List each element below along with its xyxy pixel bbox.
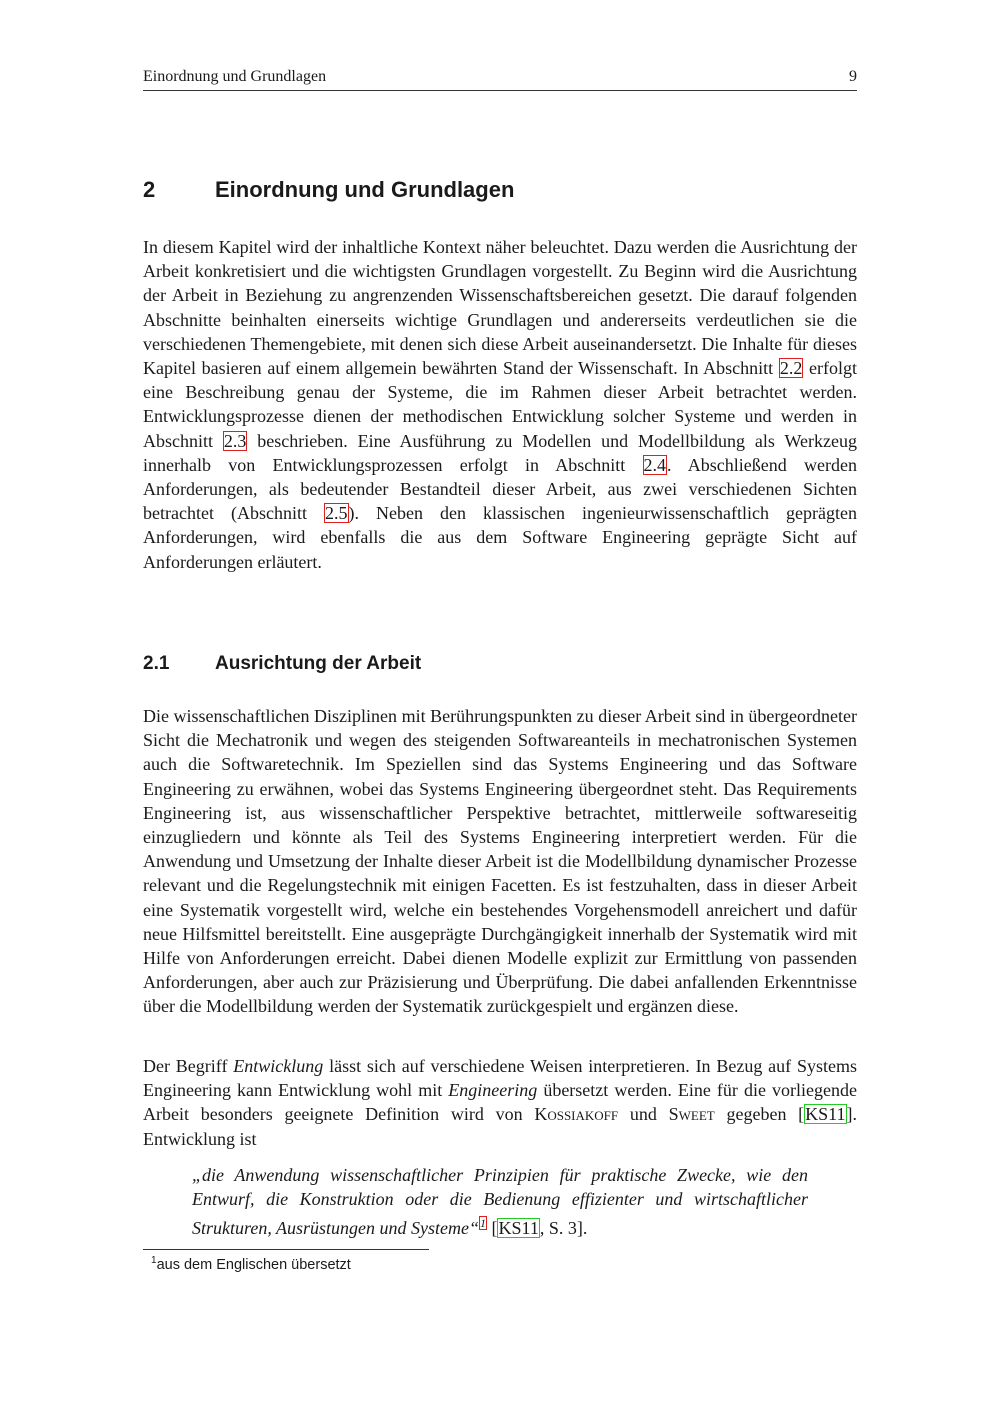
chapter-number: 2 [143, 177, 156, 202]
p3-emphasis-engineering: Engineering [448, 1080, 538, 1101]
section-ref-2-3[interactable]: 2.3 [223, 430, 247, 451]
quote-text: „die Anwendung wissenschaftlicher Prinzipien für praktische Zwecke, wie den Entwurf, die Konstruktion oder die Bedienung effizienter und wirtschaftlicher Strukturen, Ausrüstungen und Systeme“ [192, 1165, 808, 1239]
running-title: Einordnung und Grundlagen [143, 68, 327, 85]
p3-text-b: lässt sich auf verschiedene Weisen interpretieren. In Bezug auf Systems Engineering kann Entwicklung wohl mit [143, 1056, 857, 1101]
quote-cite-open: [ [486, 1218, 498, 1239]
p3-text-d: und [618, 1104, 669, 1125]
intro-text-5: ). Neben den klassischen ingenieurwissenschaftlich geprägten Anforderungen, wird ebenfalls die aus dem Software Engineering geprägte Sicht auf Anforderungen erläutert. [143, 503, 857, 572]
author-kossiakoff: Kossiakoff [534, 1104, 619, 1125]
intro-paragraph [143, 235, 857, 574]
section-heading [143, 653, 421, 675]
intro-text-1: In diesem Kapitel wird der inhaltliche Kontext näher beleuchtet. Dazu werden die Ausrichtung der Arbeit konkretisiert und die wichtigsten Grundlagen vorgestellt. Zu Beginn wird die Ausrichtung der Arbeit in Beziehung zu angrenzenden Wissenschaftsbereichen gesetzt. Die darauf folgenden Abschnitte beinhalten einerseits wichtige Grundlagen und andererseits verdeutlichen sie die verschiedenen Themengebiete, mit denen sich diese Arbeit auseinandersetzt. Die Inhalte für dieses Kapitel basieren auf einem allgemein bewährten Stand der Wissenschaft. In Abschnitt [143, 237, 857, 379]
p3-text-e: gegeben [ [714, 1104, 805, 1125]
page-number: 9 [849, 68, 857, 85]
running-header [143, 68, 857, 91]
section-ref-2-2[interactable]: 2.2 [779, 358, 803, 379]
body-paragraph-1: Die wissenschaftlichen Disziplinen mit Berührungspunkten zu dieser Arbeit sind in übergeordneter Sicht die Mechatronik und wegen des steigenden Softwareanteils in mechatronischen Systemen auch die Softwaretechnik. Im Speziellen sind das Systems Engineering und das Software Engineering zu erwähnen, wobei das Systems Engineering übergeordnet steht. Das Requirements Engineering ist, aus wissenschaftlicher Perspektive betrachtet, mittlerweile softwareseitig einzugliedern und könnte als Teil des Systems Engineering interpretiert werden. Für die Anwendung und Umsetzung der Inhalte dieser Arbeit ist die Modellbildung dynamischer Prozesse relevant und die Regelungstechnik mit einigen Facetten. Es ist festzuhalten, dass in dieser Arbeit eine Systematik vorgestellt wird, welche ein bestehendes Vorgehensmodell anreichert und dafür neue Hilfsmittel bereitstellt. Eine ausgeprägte Durchgängigkeit innerhalb der Systematik wird mit Hilfe von Anforderungen erreicht. Dabei dienen Modelle explizit zur Ermittlung von passenden Anforderungen, aber auch zur Präzisierung und Überprüfung. Die dabei anfallenden Erkenntnisse über die Modellbildung werden der Systematik zurückgespielt und ergänzen diese. [143, 706, 857, 1017]
block-quote [192, 1163, 808, 1241]
intro-text-4: . Abschließend werden Anforderungen, als bedeutender Bestandteil dieser Arbeit, aus zwei verschiedenen Sichten betrachtet (Abschnitt [143, 454, 857, 524]
footnote-divider [143, 1249, 429, 1250]
author-sweet: Sweet [668, 1104, 715, 1125]
section-title: Ausrichtung der Arbeit [215, 653, 422, 674]
footnote-ref-1[interactable]: 1 [479, 1216, 486, 1231]
section-number: 2.1 [143, 653, 170, 674]
p3-text-c: übersetzt werden. Eine für die vorliegende Arbeit besonders geeignete Definition wird von [143, 1080, 857, 1125]
chapter-heading [143, 177, 514, 203]
intro-text-3: beschrieben. Eine Ausführung zu Modellen und Modellbildung als Werkzeug innerhalb von Entwicklungsprozessen erfolgt in Abschnitt [143, 430, 857, 475]
quote-citation-ks11[interactable]: KS11 [498, 1218, 539, 1239]
intro-text-2: erfolgt eine Beschreibung genau der Systeme, die im Rahmen dieser Arbeit betrachtet werden. Entwicklungsprozesse dienen der methodischen Entwicklung solcher Systeme und werden in Abschnitt [143, 358, 857, 451]
p3-text-f: ]. Entwicklung ist [143, 1104, 858, 1149]
section-ref-2-4[interactable]: 2.4 [643, 454, 667, 475]
p3-text-a: Der Begriff [143, 1056, 234, 1076]
citation-ks11[interactable]: KS11 [805, 1104, 846, 1125]
body-paragraph-2 [143, 1054, 857, 1151]
footnote-mark: 1 [151, 1255, 157, 1266]
section-ref-2-5[interactable]: 2.5 [325, 503, 348, 524]
chapter-title: Einordnung und Grundlagen [215, 177, 515, 202]
quote-cite-close: , S. 3]. [539, 1218, 588, 1239]
footnote [151, 1255, 351, 1273]
footnote-text: aus dem Englischen übersetzt [156, 1256, 351, 1273]
p3-emphasis-entwicklung: Entwicklung [233, 1056, 324, 1076]
